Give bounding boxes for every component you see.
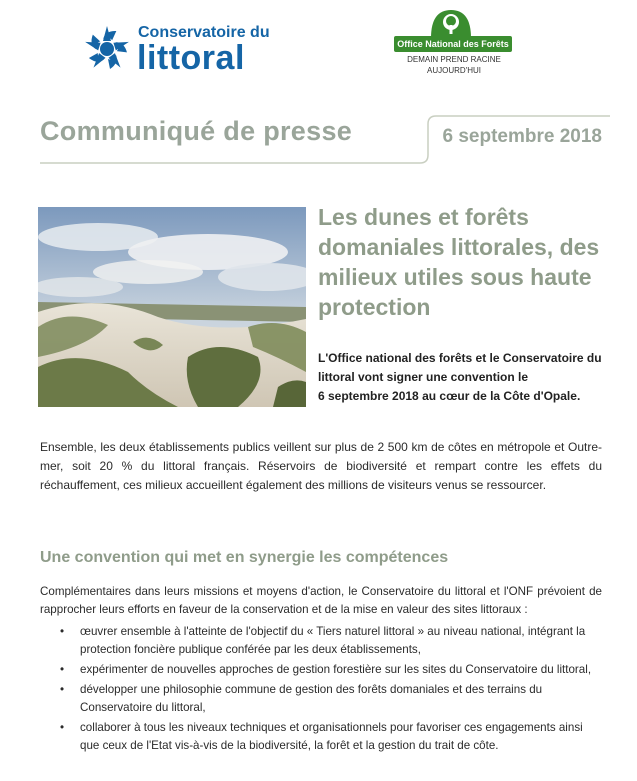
list-item <box>40 681 602 717</box>
list-item <box>40 623 602 659</box>
conservatoire-logo-line2: littoral <box>137 39 245 77</box>
press-release-date: 6 septembre 2018 <box>442 126 602 147</box>
press-release-title: Communiqué de presse <box>40 116 353 146</box>
list-item <box>40 719 602 755</box>
onf-tagline-line2: AUJOURD'HUI <box>427 66 481 75</box>
onf-logo <box>392 8 522 80</box>
list-item-text: développer une philosophie commune de gestion des forêts domaniales et des terrains du Conservatoire du littoral, <box>80 683 543 714</box>
headline: Les dunes et forêts domaniales littorales, des milieux utiles sous haute protection <box>318 204 600 320</box>
dunes-photo <box>38 207 306 407</box>
section-heading: Une convention qui met en synergie les compétences <box>40 549 449 566</box>
list-item-text: expérimenter de nouvelles approches de gestion forestière sur les sites du Conservatoire du littoral, <box>80 663 592 676</box>
onf-name-banner: Office National des Forêts <box>394 36 512 52</box>
conservatoire-logo-line1: Conservatoire du <box>138 24 270 41</box>
lead-line-3: 6 septembre 2018 au cœur de la Côte d'Opale. <box>318 389 581 403</box>
list-item <box>40 661 602 679</box>
onf-tree-icon <box>426 8 476 38</box>
lead-paragraph <box>318 349 618 406</box>
onf-tagline-line1: DEMAIN PREND RACINE <box>407 55 501 64</box>
bullet-icon: • <box>60 625 65 638</box>
conservatoire-logo <box>82 22 272 82</box>
section-paragraph: Complémentaires dans leurs missions et moyens d'action, le Conservatoire du littoral et l'ONF prévoient de rapprocher leurs efforts en faveur de la conservation et de la mise en valeur des sites littoraux : <box>40 585 602 616</box>
conservatoire-star-icon <box>82 24 132 74</box>
lead-line-1: L'Office national des forêts et le Conservatoire du <box>318 351 602 365</box>
bullet-icon: • <box>60 683 65 696</box>
bullet-icon: • <box>60 721 65 734</box>
list-item-text: œuvrer ensemble à l'atteinte de l'objectif du « Tiers naturel littoral » au niveau national, intégrant la protection foncière publique conférée par les deux établissements, <box>80 625 586 656</box>
intro-paragraph: Ensemble, les deux établissements publics veillent sur plus de 2 500 km de côtes en métropole et Outre-mer, soit 20 % du littoral français. Réservoirs de biodiversité et rempart contre les effets du réchauffement, ces milieux accueillent également des millions de visiteurs venus se ressourcer. <box>40 440 602 492</box>
lead-line-2: littoral vont signer une convention le <box>318 370 529 384</box>
bullet-icon: • <box>60 663 65 676</box>
bullet-list <box>40 623 602 757</box>
list-item-text: collaborer à tous les niveaux techniques et organisationnels pour favoriser ces engagements ainsi que ceux de l'Etat vis-à-vis de la biodiversité, la forêt et la gestion du trait de côte. <box>80 721 583 752</box>
